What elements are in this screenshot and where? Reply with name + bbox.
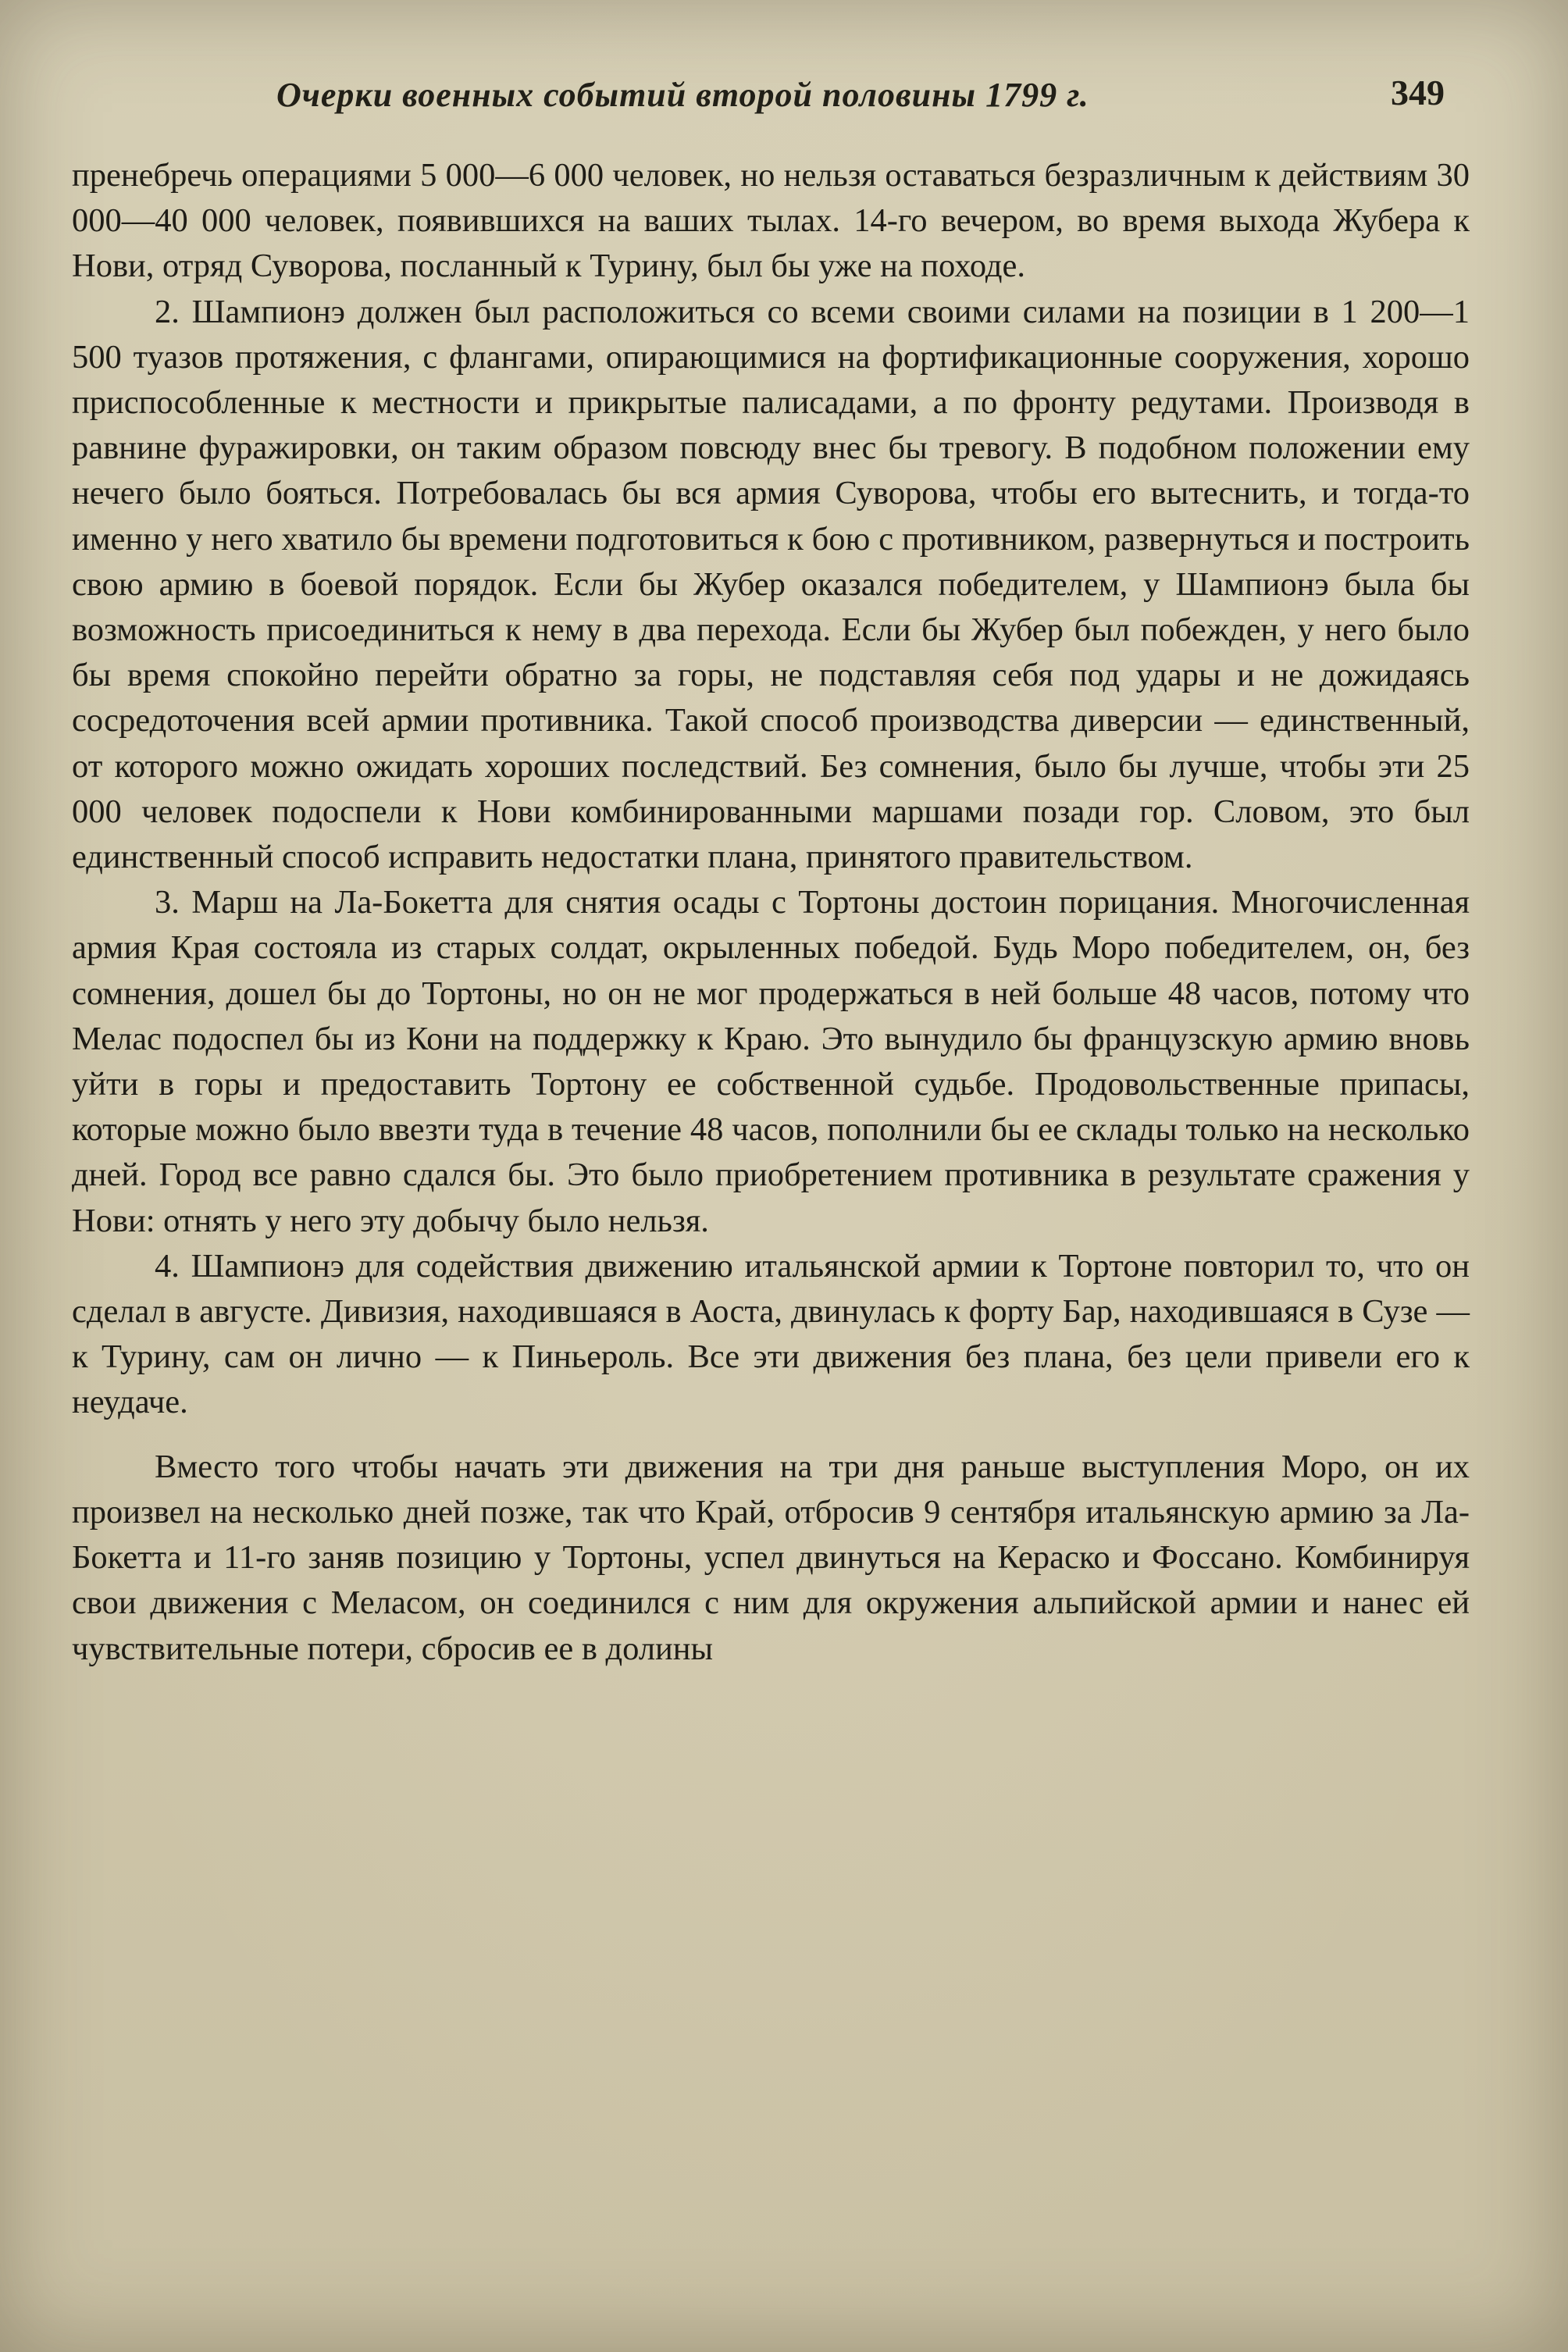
page-header <box>72 75 1445 130</box>
body-text <box>72 153 1470 1672</box>
running-title: Очерки военных событий второй половины 1799 г. <box>276 76 1089 114</box>
paragraph-point-2: 2. Шампионэ должен был расположиться со всеми своими силами на позиции в 1 200—1 500 туазов протяжения, с флангами, опирающимися на фортификационные сооружения, хорошо приспособленные к местности и прикрытые палисадами, а по фронту редутами. Производя в равнине фуражировки, он таким образом повсюду внес бы тревогу. В подобном положении ему нечего было бояться. Потребовалась бы вся армия Суворова, чтобы его вытеснить, и тогда-то именно у него хватило бы времени подготовиться к бою с противником, развернуться и построить свою армию в боевой порядок. Если бы Жубер оказался победителем, у Шампионэ была бы возможность присоединиться к нему в два перехода. Если бы Жубер был побежден, у него было бы время спокойно перейти обратно за горы, не подставляя себя под удары и не дожидаясь сосредоточения всей армии противника. Такой способ производства диверсии — единственный, от которого можно ожидать хороших последствий. Без сомнения, было бы лучше, чтобы эти 25 000 человек подоспели к Нови комбинированными маршами позади гор. Словом, это был единственный способ исправить недостатки плана, принятого правительством. <box>72 293 1470 876</box>
paragraph-point-4: 4. Шампионэ для содействия движению итальянской армии к Тортоне повторил то, что он сделал в августе. Дивизия, находившаяся в Аоста, двинулась к форту Бар, находившаяся в Сузе — к Турину, сам он лично — к Пиньероль. Все эти движения без плана, без цели привели его к неудаче. <box>72 1247 1470 1421</box>
page-number: 349 <box>1391 73 1445 112</box>
paragraph-point-3: 3. Марш на Ла-Бокетта для снятия осады с Тортоны достоин порицания. Многочисленная армия Края состояла из старых солдат, окрыленных победой. Будь Моро победителем, он, без сомнения, дошел бы до Тортоны, но он не мог продержаться в ней больше 48 часов, потому что Мелас подоспел бы из Кони на поддержку к Краю. Это вынудило бы французскую армию вновь уйти в горы и предоставить Тортону ее собственной судьбе. Продовольственные припасы, которые можно было ввезти туда в течение 48 часов, пополнили бы ее склады только на несколько дней. Город все равно сдался бы. Это было приобретением противника в результате сражения у Нови: отнять у него эту добычу было нельзя. <box>72 884 1470 1239</box>
paragraph-conclusion: Вместо того чтобы начать эти движения на три дня раньше выступления Моро, он их произвел на несколько дней позже, так что Край, отбросив 9 сентября итальянскую армию за Ла-Бокетта и 11-го заняв позицию у Тортоны, успел двинуться на Кераско и Фоссано. Комбинируя свои движения с Меласом, он соединился с ним для окружения альпийской армии и нанес ей чувствительные потери, сбросив ее в долины <box>72 1448 1470 1667</box>
paragraph-continuation: пренебречь операциями 5 000—6 000 человек, но нельзя оставаться безразличным к действиям 30 000—40 000 человек, появившихся на ваших тылах. 14-го вечером, во время выхода Жубера к Нови, отряд Суворова, посланный к Турину, был бы уже на походе. <box>72 157 1470 285</box>
